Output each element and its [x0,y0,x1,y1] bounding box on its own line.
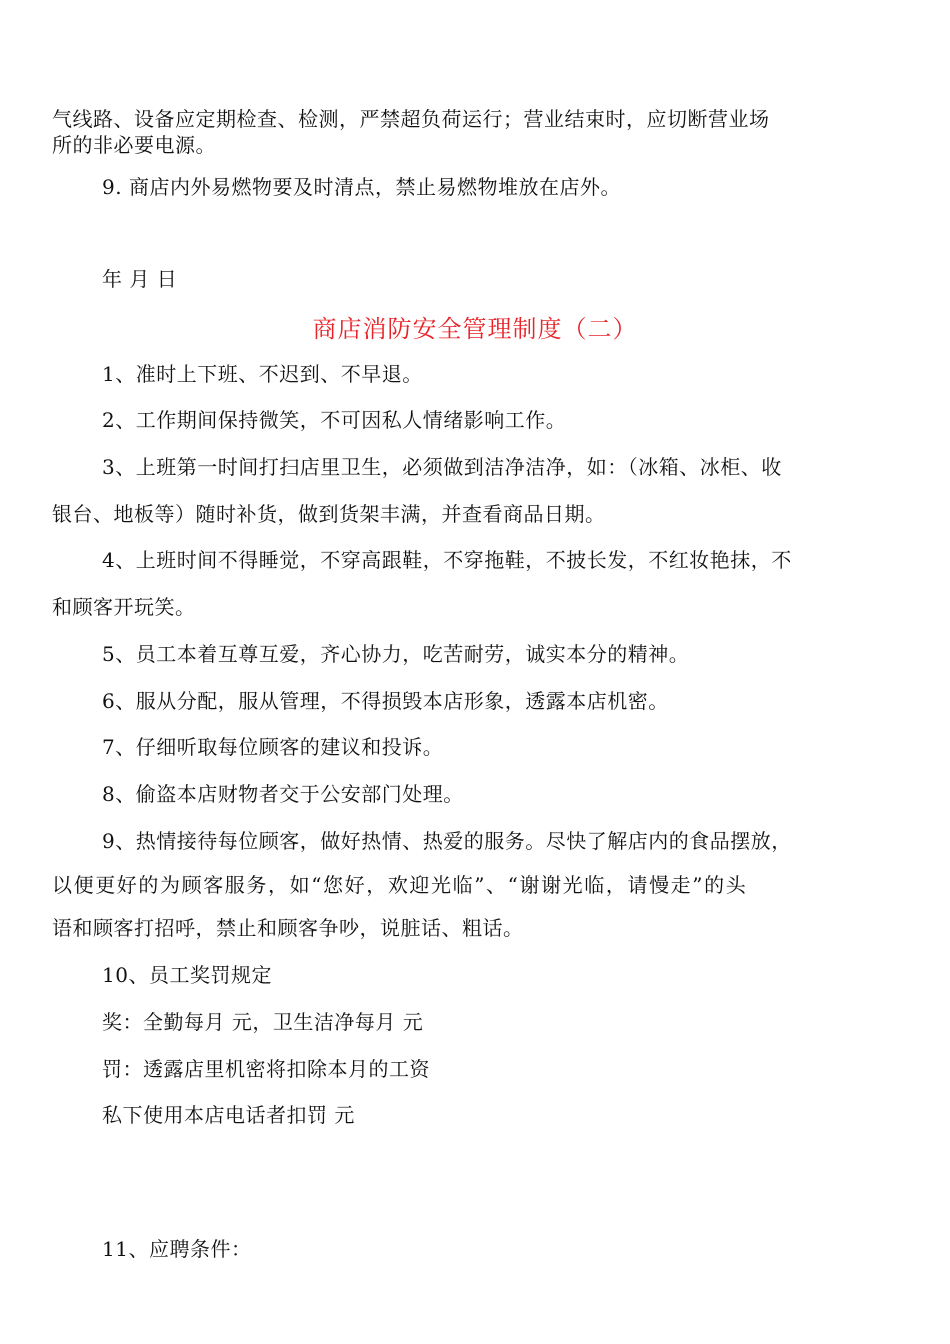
rule-2: 2、工作期间保持微笑，不可因私人情绪影响工作。 [102,408,567,432]
rule-8: 8、偷盗本店财物者交于公安部门处理。 [102,782,464,806]
rule-11: 11、应聘条件： [102,1237,252,1261]
intro-line-1: 气线路、设备应定期检查、检测，严禁超负荷运行；营业结束时，应切断营业场 [52,107,770,131]
rule-9-line-1: 9、热情接待每位顾客，做好热情、热爱的服务。尽快了解店内的食品摆放， [102,829,792,853]
rule-3-line-2: 银台、地板等）随时补货，做到货架丰满，并查看商品日期。 [52,502,606,526]
rule-9-line-2: 以便更好的为顾客服务，如“您好，欢迎光临”、“谢谢光临，请慢走”的头 [52,873,748,897]
rule-6: 6、服从分配，服从管理，不得损毁本店形象，透露本店机密。 [102,689,669,713]
intro-line-3: 9. 商店内外易燃物要及时清点，禁止易燃物堆放在店外。 [102,175,621,199]
rule-9-line-3: 语和顾客打招呼，禁止和顾客争吵，说脏话、粗话。 [52,916,524,940]
page-title: 商店消防安全管理制度（二） [312,315,638,343]
intro-line-2: 所的非必要电源。 [52,133,216,157]
rule-4-line-2: 和顾客开玩笑。 [52,595,196,619]
rule-7: 7、仔细听取每位顾客的建议和投诉。 [102,735,444,759]
rule-10-phone-penalty: 私下使用本店电话者扣罚 元 [102,1103,355,1127]
rule-10-heading: 10、员工奖罚规定 [102,963,272,987]
date-line: 年 月 日 [102,267,178,291]
rule-10-reward: 奖：全勤每月 元，卫生洁净每月 元 [102,1010,424,1034]
rule-10-penalty: 罚：透露店里机密将扣除本月的工资 [102,1057,430,1081]
rule-3-line-1: 3、上班第一时间打扫店里卫生，必须做到洁净洁净，如：（冰箱、冰柜、收 [102,455,782,479]
rule-4-line-1: 4、上班时间不得睡觉，不穿高跟鞋，不穿拖鞋，不披长发，不红妆艳抹，不 [102,548,792,572]
rule-5: 5、员工本着互尊互爱，齐心协力，吃苦耐劳，诚实本分的精神。 [102,642,690,666]
rule-1: 1、准时上下班、不迟到、不早退。 [102,362,423,386]
